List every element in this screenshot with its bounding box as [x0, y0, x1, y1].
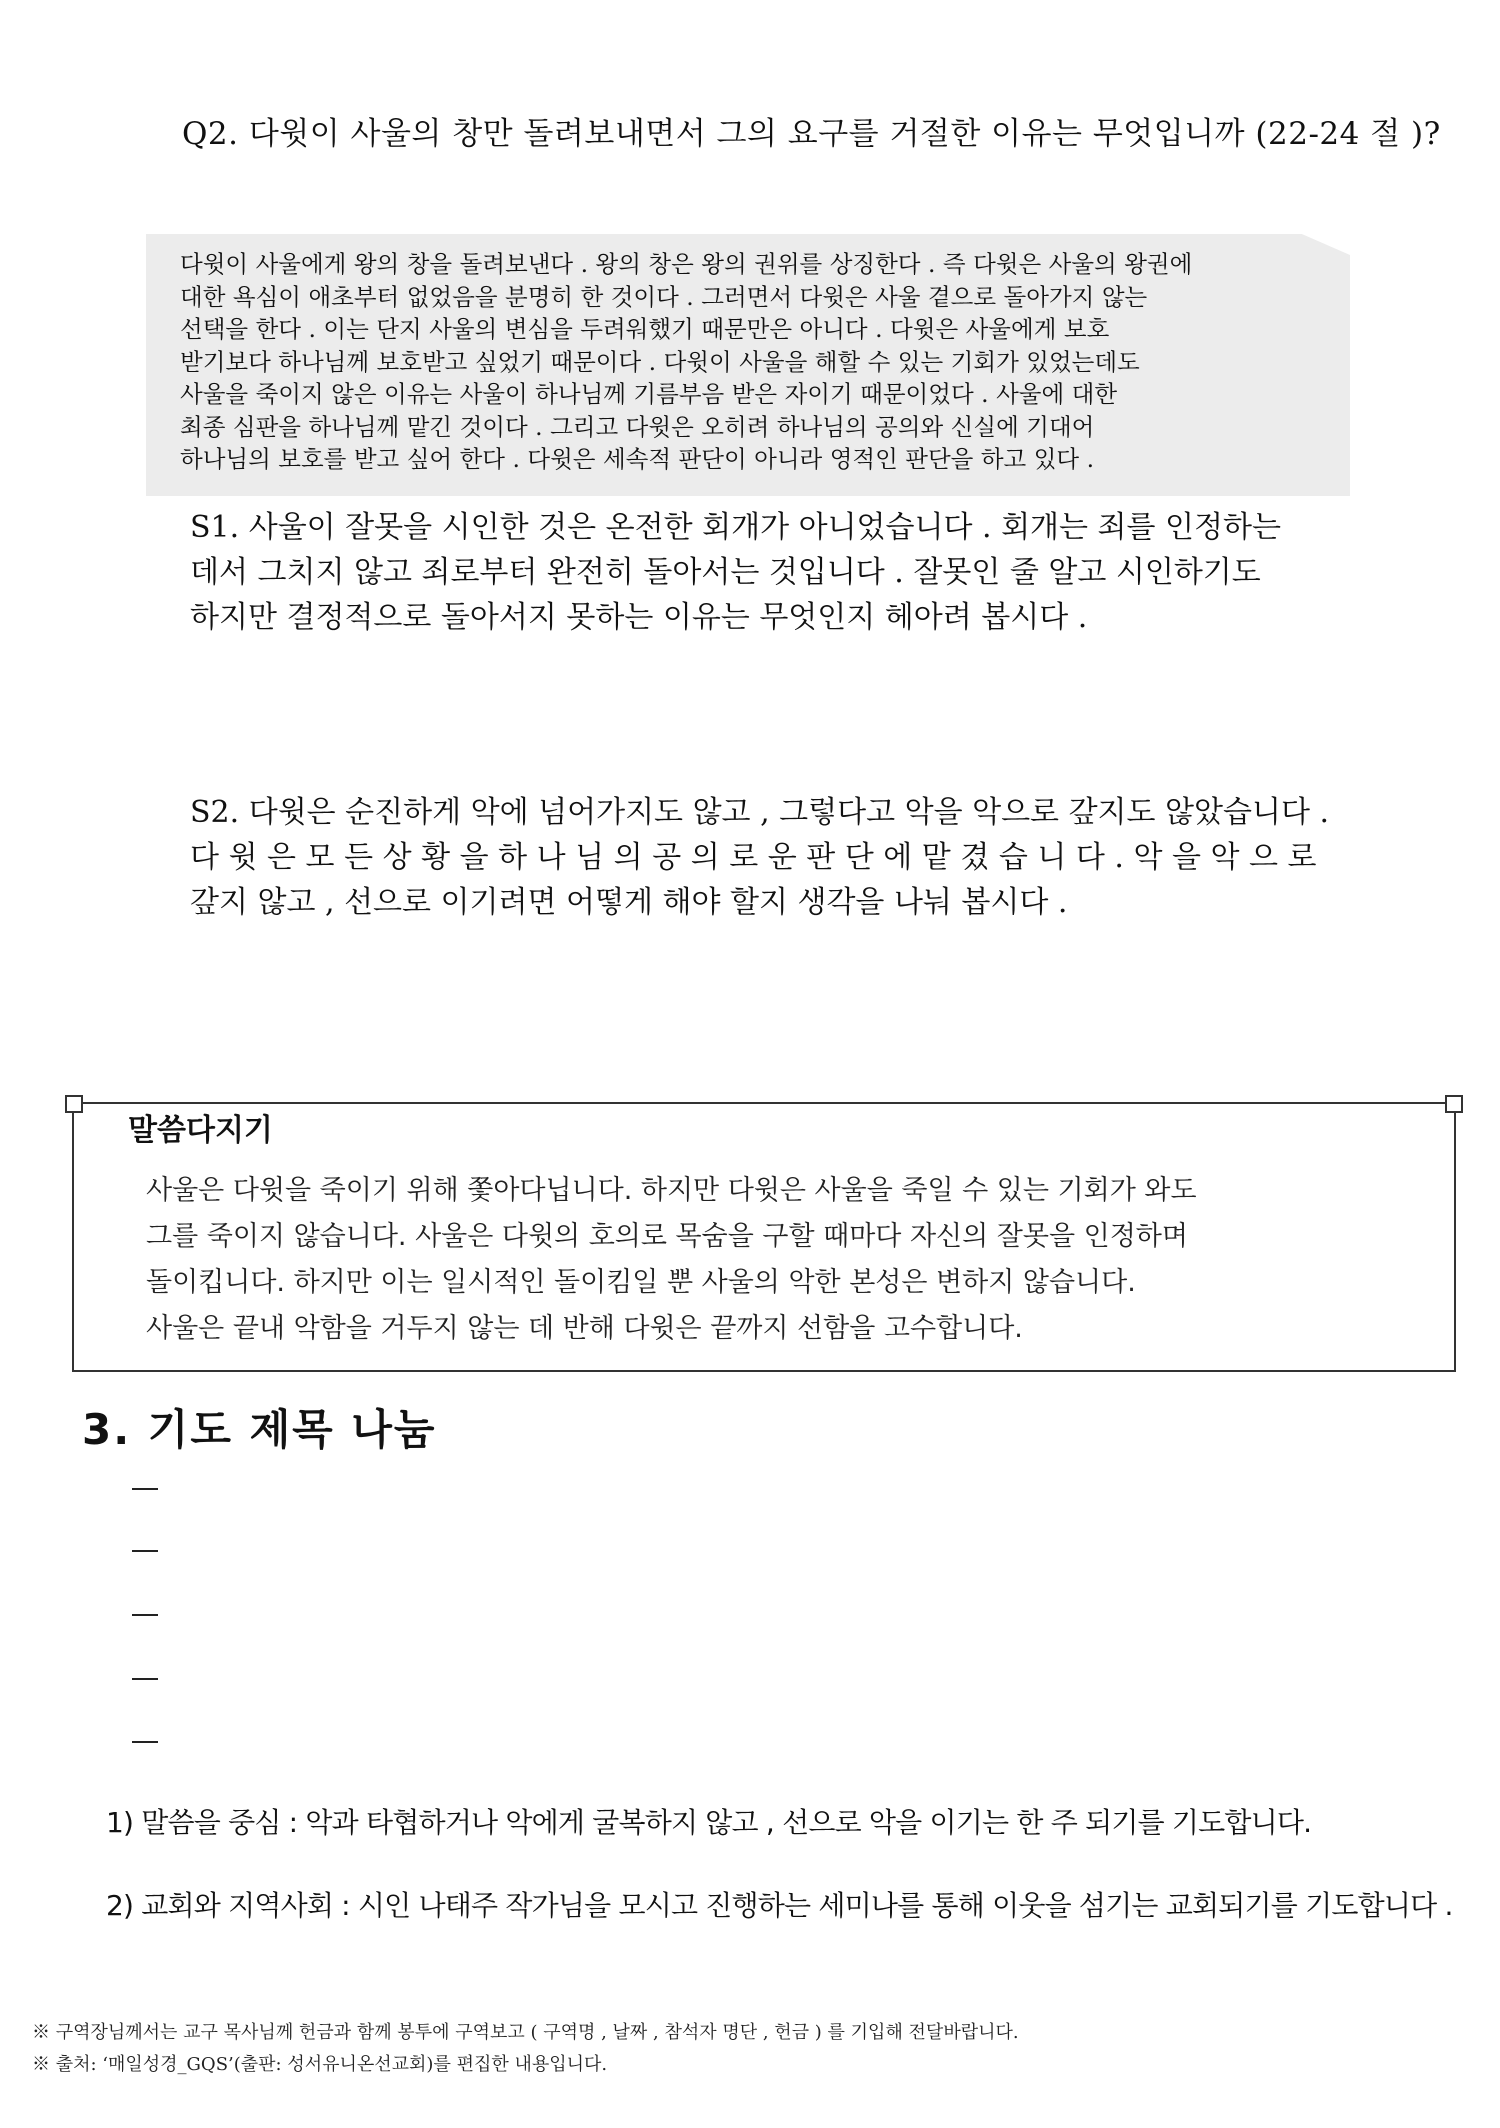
answer-text — [180, 248, 1330, 476]
prayer-blank-line — [132, 1614, 158, 1616]
word-review-title: 말씀다지기 — [128, 1113, 273, 1148]
question-2: Q2. 다윗이 사울의 창만 돌려보내면서 그의 요구를 거절한 이유는 무엇입니까 (22-24 절 )? — [182, 116, 1441, 152]
prayer-item: 1) 말씀을 중심 : 악과 타협하거나 악에게 굴복하지 않고 , 선으로 악을 이기는 한 주 되기를 기도합니다. — [106, 1806, 1312, 1839]
word-line: 돌이킵니다. 하지만 이는 일시적인 돌이킴일 뿐 사울의 악한 본성은 변하지 않습니다. — [146, 1267, 1136, 1298]
s2-line: S2. 다윗은 순진하게 악에 넘어가지도 않고 , 그렇다고 악을 악으로 갚지도 않았습니다 . — [190, 795, 1330, 830]
prayer-blank-line — [132, 1550, 158, 1552]
s2-line: 갚지 않고 , 선으로 이기려면 어떻게 해야 할지 생각을 나눠 봅시다 . — [190, 885, 1068, 920]
answer-line: 대한 욕심이 애초부터 없었음을 분명히 한 것이다 . 그러면서 다윗은 사울 곁으로 돌아가지 않는 — [180, 282, 1148, 311]
answer-line: 다윗이 사울에게 왕의 창을 돌려보낸다 . 왕의 창은 왕의 권위를 상징한다 . 즉 다윗은 사울의 왕권에 — [180, 250, 1193, 278]
sharing-question-1 — [190, 505, 1350, 640]
corner-ornament — [1445, 1095, 1463, 1113]
answer-line: 최종 심판을 하나님께 맡긴 것이다 . 그리고 다윗은 오히려 하나님의 공의와 신실에 기대어 — [180, 412, 1095, 441]
prayer-blank-line — [132, 1678, 158, 1680]
answer-line: 사울을 죽이지 않은 이유는 사울이 하나님께 기름부음 받은 자이기 때문이었다 . 사울에 대한 — [180, 380, 1118, 408]
sharing-question-2 — [190, 790, 1350, 925]
word-line: 사울은 끝내 악함을 거두지 않는 데 반해 다윗은 끝까지 선함을 고수합니다. — [146, 1313, 1023, 1344]
s1-line: 하지만 결정적으로 돌아서지 못하는 이유는 무엇인지 헤아려 봅시다 . — [190, 600, 1088, 635]
footnote: ※ 출처: ‘매일성경_GQS’(출판: 성서유니온선교회)를 편집한 내용입니다. — [32, 2054, 608, 2075]
s1-line: S1. 사울이 잘못을 시인한 것은 온전한 회개가 아니었습니다 . 회개는 죄를 인정하는 — [190, 510, 1281, 545]
answer-line: 받기보다 하나님께 보호받고 싶었기 때문이다 . 다윗이 사울을 해할 수 있는 기회가 있었는데도 — [180, 347, 1140, 376]
footnote: ※ 구역장님께서는 교구 목사님께 헌금과 함께 봉투에 구역보고 ( 구역명 , 날짜 , 참석자 명단 , 헌금 ) 를 기입해 전달바랍니다. — [32, 2022, 1019, 2043]
s2-line: 다 윗 은 모 든 상 황 을 하 나 님 의 공 의 로 운 판 단 에 맡 겼 습 니 다 . 악 을 악 으 로 — [190, 840, 1317, 875]
prayer-blank-line — [132, 1741, 158, 1743]
word-review-text — [146, 1168, 1406, 1352]
prayer-blank-line — [132, 1488, 158, 1490]
prayer-item: 2) 교회와 지역사회 : 시인 나태주 작가님을 모시고 진행하는 세미나를 통해 이웃을 섬기는 교회되기를 기도합니다 . — [106, 1889, 1453, 1922]
word-line: 사울은 다윗을 죽이기 위해 쫓아다닙니다. 하지만 다윗은 사울을 죽일 수 있는 기회가 와도 — [146, 1175, 1197, 1206]
answer-line: 선택을 한다 . 이는 단지 사울의 변심을 두려워했기 때문만은 아니다 . 다윗은 사울에게 보호 — [180, 315, 1110, 343]
prayer-section-heading: 3. 기도 제목 나눔 — [82, 1405, 437, 1454]
word-line: 그를 죽이지 않습니다. 사울은 다윗의 호의로 목숨을 구할 때마다 자신의 잘못을 인정하며 — [146, 1221, 1188, 1252]
corner-ornament — [65, 1095, 83, 1113]
answer-line: 하나님의 보호를 받고 싶어 한다 . 다윗은 세속적 판단이 아니라 영적인 판단을 하고 있다 . — [180, 445, 1095, 473]
s1-line: 데서 그치지 않고 죄로부터 완전히 돌아서는 것입니다 . 잘못인 줄 알고 시인하기도 — [190, 555, 1261, 590]
